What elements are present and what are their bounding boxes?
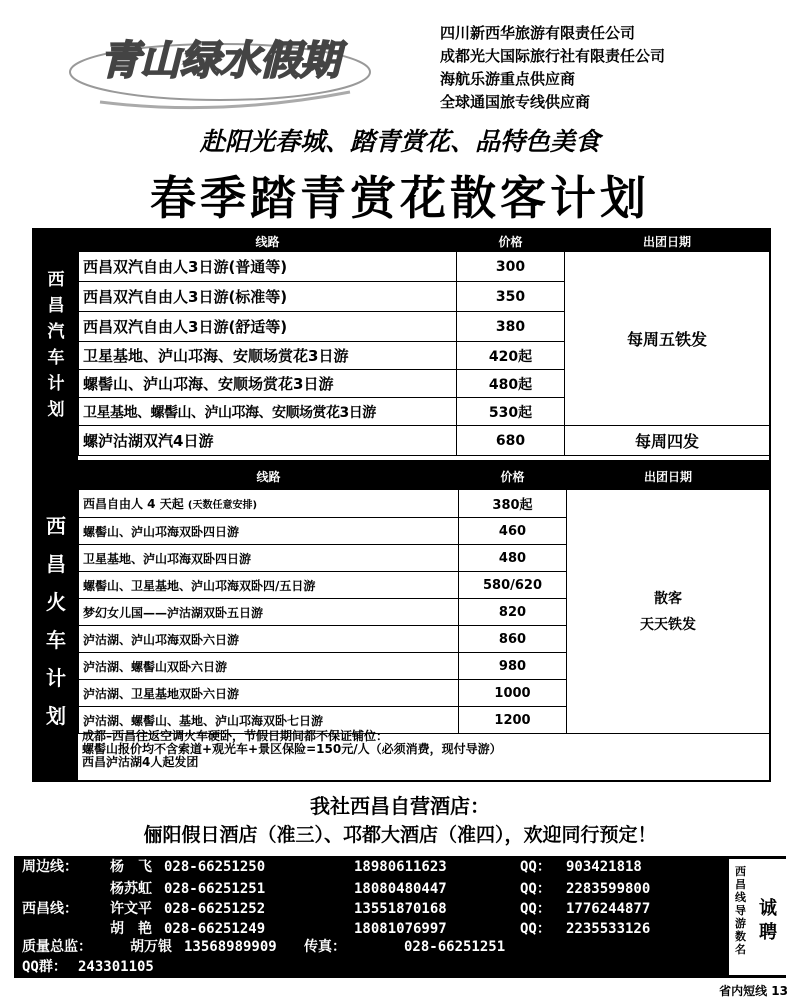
slogan: 赴阳光春城、踏青赏花、品特色美食 — [199, 127, 600, 156]
quality-name: 胡万银 — [130, 939, 172, 955]
hotel-list: 俪阳假日酒店（准三）、邛都大酒店（准四），欢迎同行预定！ — [143, 824, 657, 846]
train-route-table — [78, 462, 770, 734]
bus-plan-panel — [32, 228, 771, 462]
recruit-detail: 西昌线导游数名 — [735, 865, 746, 956]
route-price: 480 — [459, 545, 567, 572]
route-name: 螺髻山、泸山邛海、安顺场赏花3日游 — [79, 370, 457, 398]
date-header: 出团日期 — [567, 463, 770, 490]
route-price: 380 — [457, 312, 565, 342]
route-price: 860 — [459, 626, 567, 653]
contact-line-label: 周边线： — [22, 859, 78, 875]
side-label-char: 昌 — [47, 296, 65, 316]
contact-name: 杨 飞 — [110, 859, 152, 875]
route-price: 460 — [459, 518, 567, 545]
route-name: 卫星基地、泸山邛海、安顺场赏花3日游 — [79, 342, 457, 370]
side-label-char: 计 — [46, 666, 66, 690]
company-name: 海航乐游重点供应商 — [440, 70, 576, 88]
qq-label: QQ： — [520, 921, 551, 937]
contact-name: 许文平 — [110, 901, 152, 917]
route-price: 300 — [457, 252, 565, 282]
contact-qq: 1776244877 — [566, 901, 651, 917]
contact-mobile: 18080480447 — [354, 881, 447, 897]
route-price: 480起 — [457, 370, 565, 398]
route-text: 西昌自由人 4 天起 — [83, 497, 184, 511]
route-price: 820 — [459, 599, 567, 626]
departure-date: 每周五铁发 — [565, 252, 770, 426]
company-list — [440, 22, 790, 114]
bus-route-table — [78, 230, 770, 456]
date-header: 出团日期 — [565, 231, 770, 252]
route-name: 西昌双汽自由人3日游(标准等) — [79, 282, 457, 312]
contact-mobile: 13551870168 — [354, 901, 447, 917]
route-name: 西昌双汽自由人3日游(普通等) — [79, 252, 457, 282]
route-note: (天数任意安排) — [187, 500, 258, 511]
train-plan-panel — [32, 460, 771, 782]
contact-name: 胡 艳 — [110, 921, 152, 937]
qq-group-label: QQ群： — [22, 959, 67, 975]
contact-mobile: 18980611623 — [354, 859, 447, 875]
note-line: 成都–西昌往返空调火车硬卧，节假日期间都不保证铺位： — [82, 729, 389, 743]
route-price: 980 — [459, 653, 567, 680]
fax-number: 028-66251251 — [404, 939, 506, 955]
side-label-char: 汽 — [47, 322, 65, 342]
company-name: 成都光大国际旅行社有限责任公司 — [440, 47, 666, 65]
route-header: 线路 — [79, 231, 457, 252]
recruit-box — [729, 859, 789, 975]
route-name: 西昌双汽自由人3日游(舒适等) — [79, 312, 457, 342]
route-name: 泸沽湖、螺髻山双卧六日游 — [79, 653, 459, 680]
side-label-char: 西 — [46, 514, 66, 538]
recruit-title: 诚聘 — [759, 898, 777, 943]
route-name: 螺泸沽湖双汽4日游 — [79, 426, 457, 456]
qq-label: QQ： — [520, 901, 551, 917]
company-name: 全球通国旅专线供应商 — [440, 93, 591, 111]
side-label-char: 西 — [47, 270, 65, 290]
contact-phone: 028-66251251 — [164, 881, 266, 897]
date-line: 散客 — [654, 590, 682, 607]
note-line: 西昌泸沽湖4人起发团 — [82, 755, 199, 769]
logo-text: 青山绿水假期 — [100, 38, 340, 84]
side-label-char: 划 — [46, 704, 66, 728]
departure-date — [567, 490, 770, 734]
route-name: 梦幻女儿国——泸沽湖双卧五日游 — [79, 599, 459, 626]
side-label-char: 车 — [47, 348, 65, 368]
route-price: 1000 — [459, 680, 567, 707]
company-name: 四川新西华旅游有限责任公司 — [440, 24, 636, 42]
route-price: 1200 — [459, 707, 567, 734]
route-name: 泸沽湖、螺髻山、基地、泸山邛海双卧七日游 — [79, 707, 459, 734]
quality-label: 质量总监： — [22, 939, 92, 955]
route-price: 420起 — [457, 342, 565, 370]
contact-mobile: 18081076997 — [354, 921, 447, 937]
route-price: 380起 — [459, 490, 567, 518]
route-price: 580/620 — [459, 572, 567, 599]
train-plan-label — [34, 462, 78, 780]
side-label-char: 昌 — [46, 552, 66, 576]
price-header: 价格 — [457, 231, 565, 252]
departure-date: 每周四发 — [565, 426, 770, 456]
price-header: 价格 — [459, 463, 567, 490]
contact-block — [14, 856, 786, 978]
date-line: 天天铁发 — [640, 616, 696, 633]
route-name: 卫星基地、螺髻山、泸山邛海、安顺场赏花3日游 — [79, 398, 457, 426]
quality-mobile: 13568989909 — [184, 939, 277, 955]
qq-label: QQ： — [520, 859, 551, 875]
route-name: 卫星基地、泸山邛海双卧四日游 — [79, 545, 459, 572]
contact-phone: 028-66251249 — [164, 921, 266, 937]
side-label-char: 计 — [47, 374, 65, 394]
side-label-char: 车 — [46, 628, 66, 652]
logo — [60, 22, 380, 112]
hotel-heading: 我社西昌自营酒店： — [310, 794, 490, 818]
route-name — [79, 490, 459, 518]
route-name: 泸沽湖、泸山邛海双卧六日游 — [79, 626, 459, 653]
qq-label: QQ： — [520, 881, 551, 897]
contact-line-label: 西昌线： — [22, 901, 78, 917]
contact-name: 杨苏虹 — [110, 881, 152, 897]
route-price: 350 — [457, 282, 565, 312]
contact-qq: 2235533126 — [566, 921, 651, 937]
route-name: 泸沽湖、卫星基地双卧六日游 — [79, 680, 459, 707]
route-name: 螺髻山、泸山邛海双卧四日游 — [79, 518, 459, 545]
contact-qq: 2283599800 — [566, 881, 651, 897]
side-label-char: 划 — [47, 400, 65, 420]
route-header: 线路 — [79, 463, 459, 490]
route-price: 530起 — [457, 398, 565, 426]
contact-phone: 028-66251252 — [164, 901, 266, 917]
route-name: 螺髻山、卫星基地、泸山邛海双卧四/五日游 — [79, 572, 459, 599]
train-notes — [82, 730, 502, 769]
bus-plan-label — [34, 230, 78, 460]
route-price: 680 — [457, 426, 565, 456]
qq-group-number: 243301105 — [78, 959, 154, 975]
fax-label: 传真： — [304, 939, 346, 955]
page-footer: 省内短线 13 — [719, 984, 788, 998]
note-line: 螺髻山报价均不含索道+观光车+景区保险=150元/人（必须消费，现付导游） — [82, 742, 502, 756]
contact-phone: 028-66251250 — [164, 859, 266, 875]
contact-qq: 903421818 — [566, 859, 642, 875]
side-label-char: 火 — [46, 590, 66, 614]
page-title: 春季踏青赏花散客计划 — [150, 171, 650, 225]
